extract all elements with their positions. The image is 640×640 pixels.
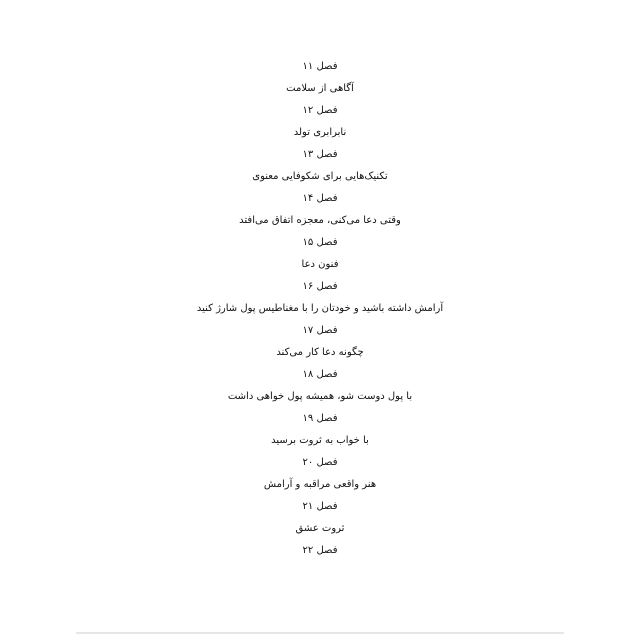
chapter-label: فصل ۱۹ <box>302 413 338 424</box>
chapter-label: فصل ۱۷ <box>302 325 338 336</box>
chapter-label: فصل ۱۱ <box>302 61 338 72</box>
chapter-title: وقتی دعا می‌کنی، معجزه اتفاق می‌افتد <box>239 215 401 226</box>
chapter-label: فصل ۲۰ <box>302 457 338 468</box>
chapter-title: فنون دعا <box>301 259 339 270</box>
chapter-title: ثروت عشق <box>295 523 345 534</box>
chapter-label: فصل ۱۳ <box>302 149 338 160</box>
chapter-title: با خواب به ثروت برسید <box>271 435 369 446</box>
chapter-label: فصل ۲۲ <box>302 545 338 556</box>
table-of-contents <box>0 56 640 562</box>
chapter-title: نابرابری تولد <box>293 127 347 138</box>
chapter-title: هنر واقعی مراقبه و آرامش <box>263 479 377 490</box>
chapter-label: فصل ۱۶ <box>302 281 338 292</box>
chapter-label: فصل ۱۲ <box>302 105 338 116</box>
chapter-label: فصل ۱۵ <box>302 237 338 248</box>
chapter-title: آگاهی از سلامت <box>286 83 354 94</box>
chapter-title: تکنیک‌هایی برای شکوفایی معنوی <box>252 171 388 182</box>
chapter-label: فصل ۲۱ <box>302 501 338 512</box>
chapter-title: با پول دوست شو، همیشه پول خواهی داشت <box>227 391 413 402</box>
chapter-title: آرامش داشته باشید و خودتان را با مغناطیس پول شارژ کنید <box>196 303 444 314</box>
chapter-title: چگونه دعا کار می‌کند <box>276 347 364 358</box>
chapter-label: فصل ۱۴ <box>302 193 338 204</box>
chapter-label: فصل ۱۸ <box>302 369 338 380</box>
page-bottom-divider <box>76 632 564 634</box>
